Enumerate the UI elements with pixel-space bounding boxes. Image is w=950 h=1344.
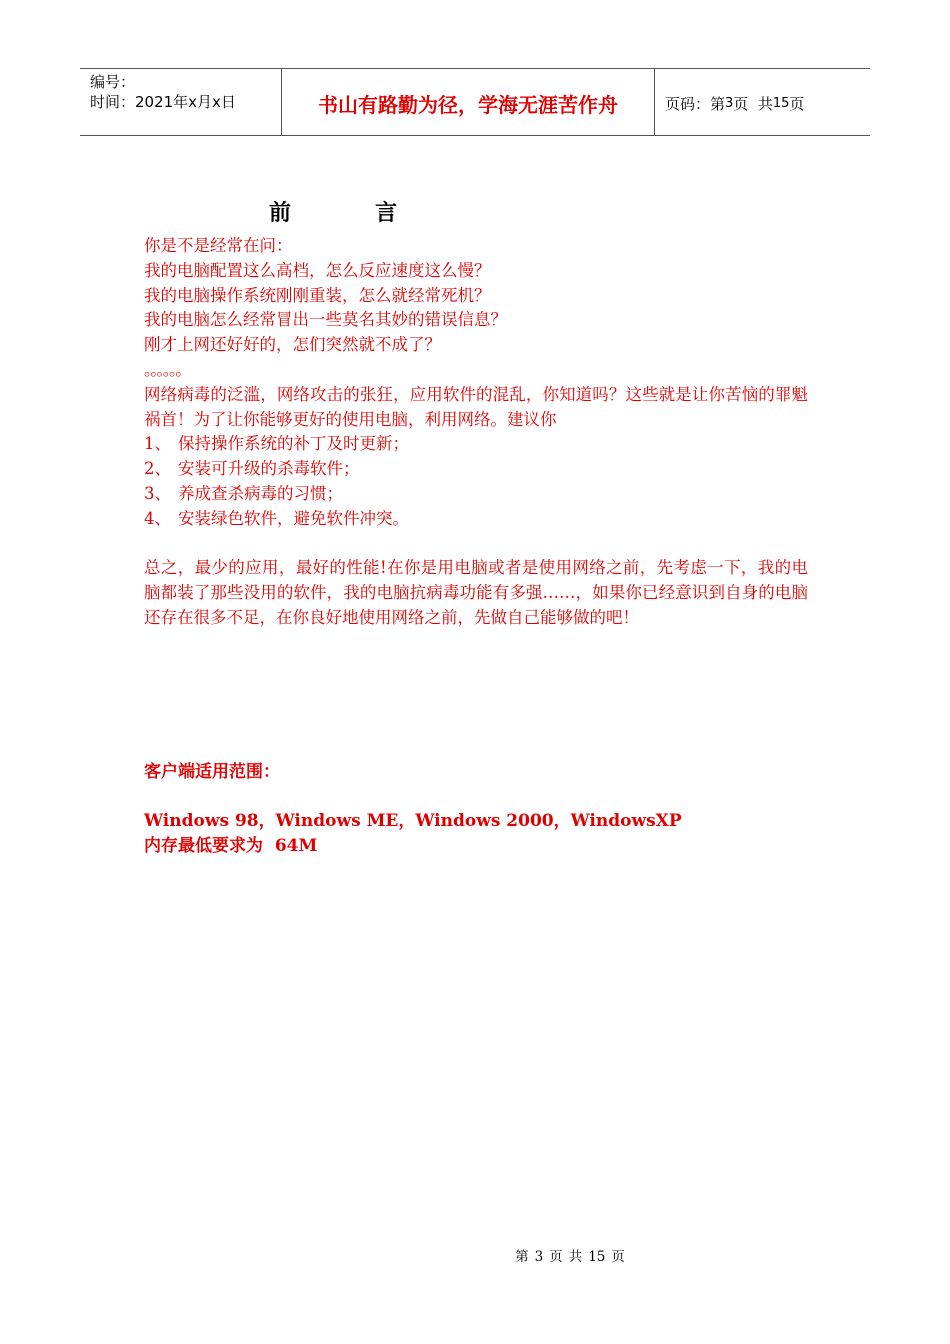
header-motto: 书山有路勤为径，学海无涯苦作舟 (282, 69, 655, 135)
list-item (144, 482, 808, 507)
list-text: 保持操作系统的补丁及时更新； (178, 434, 409, 454)
paragraph-intro: 网络病毒的泛滥，网络攻击的张狂，应用软件的混乱，你知道吗？这些就是让你苦恼的罪魁祸首！为了让你能够更好的使用电脑，利用网络。建议你 (144, 384, 808, 429)
footer-text: 共 (568, 1249, 583, 1265)
page-total: 15 (772, 96, 790, 111)
list-item (144, 507, 808, 532)
footer-page-total: 15 (588, 1249, 606, 1265)
list-number: 4、 (144, 508, 171, 528)
preface-body (144, 234, 808, 631)
question-line: 刚才上网还好好的，怎们突然就不成了？ (144, 335, 441, 355)
footer-text: 第 (515, 1249, 529, 1265)
footer-text: 页 (549, 1249, 563, 1265)
client-requirements (144, 760, 682, 858)
list-number: 2、 (144, 459, 171, 479)
list-item (144, 457, 808, 482)
memory-requirement: 内存最低要求为 64M (144, 835, 318, 856)
page-label-prefix: 页码：第 (665, 95, 726, 113)
list-number: 3、 (144, 483, 171, 503)
page-footer (0, 1245, 950, 1265)
title-char-right: 言 (375, 201, 398, 226)
page-header (80, 68, 870, 136)
paragraph-conclusion: 总之，最少的应用，最好的性能!在你是用电脑或者是使用网络之前，先考虑一下，我的电脑都装了那些没用的软件，我的电脑抗病毒功能有多强……，如果你已经意识到自身的电脑还存在很多不足，在你良好地使用网络之前，先做自己能够做的吧！ (144, 558, 808, 627)
page-current: 3 (725, 96, 734, 111)
footer-page-current: 3 (534, 1249, 544, 1265)
list-text: 安装绿色软件，避免软件冲突。 (178, 508, 409, 528)
os-list: Windows 98，Windows ME，Windows 2000，WindowsXP (144, 811, 682, 831)
question-line: 你是不是经常在问： (144, 236, 293, 255)
title-char-left: 前 (269, 201, 292, 226)
spacer (144, 785, 682, 810)
list-number: 1、 (144, 434, 171, 454)
question-line: 我的电脑操作系统刚刚重装，怎么就经常死机？ (144, 285, 491, 305)
question-line: 我的电脑配置这么高档，怎么反应速度这么慢？ (144, 260, 491, 280)
page-label-mid: 页 共 (733, 95, 773, 113)
page-label-suffix: 页 (789, 95, 805, 113)
spacer (144, 532, 808, 557)
list-text: 养成查杀病毒的习惯； (178, 483, 343, 503)
list-text: 安装可升级的杀毒软件； (178, 459, 360, 479)
document-number-label: 编号： (90, 73, 136, 91)
header-meta (80, 69, 282, 135)
document-date: 时间：2021年x月x日 (90, 93, 236, 111)
list-item (144, 432, 808, 457)
section-title (269, 196, 397, 227)
header-page-indicator (655, 69, 870, 135)
question-line: 我的电脑怎么经常冒出一些莫名其妙的错误信息？ (144, 310, 507, 330)
ellipsis-line: 。。。。。。 (144, 359, 190, 379)
footer-text: 页 (611, 1249, 625, 1265)
client-heading: 客户端适用范围： (144, 762, 280, 782)
